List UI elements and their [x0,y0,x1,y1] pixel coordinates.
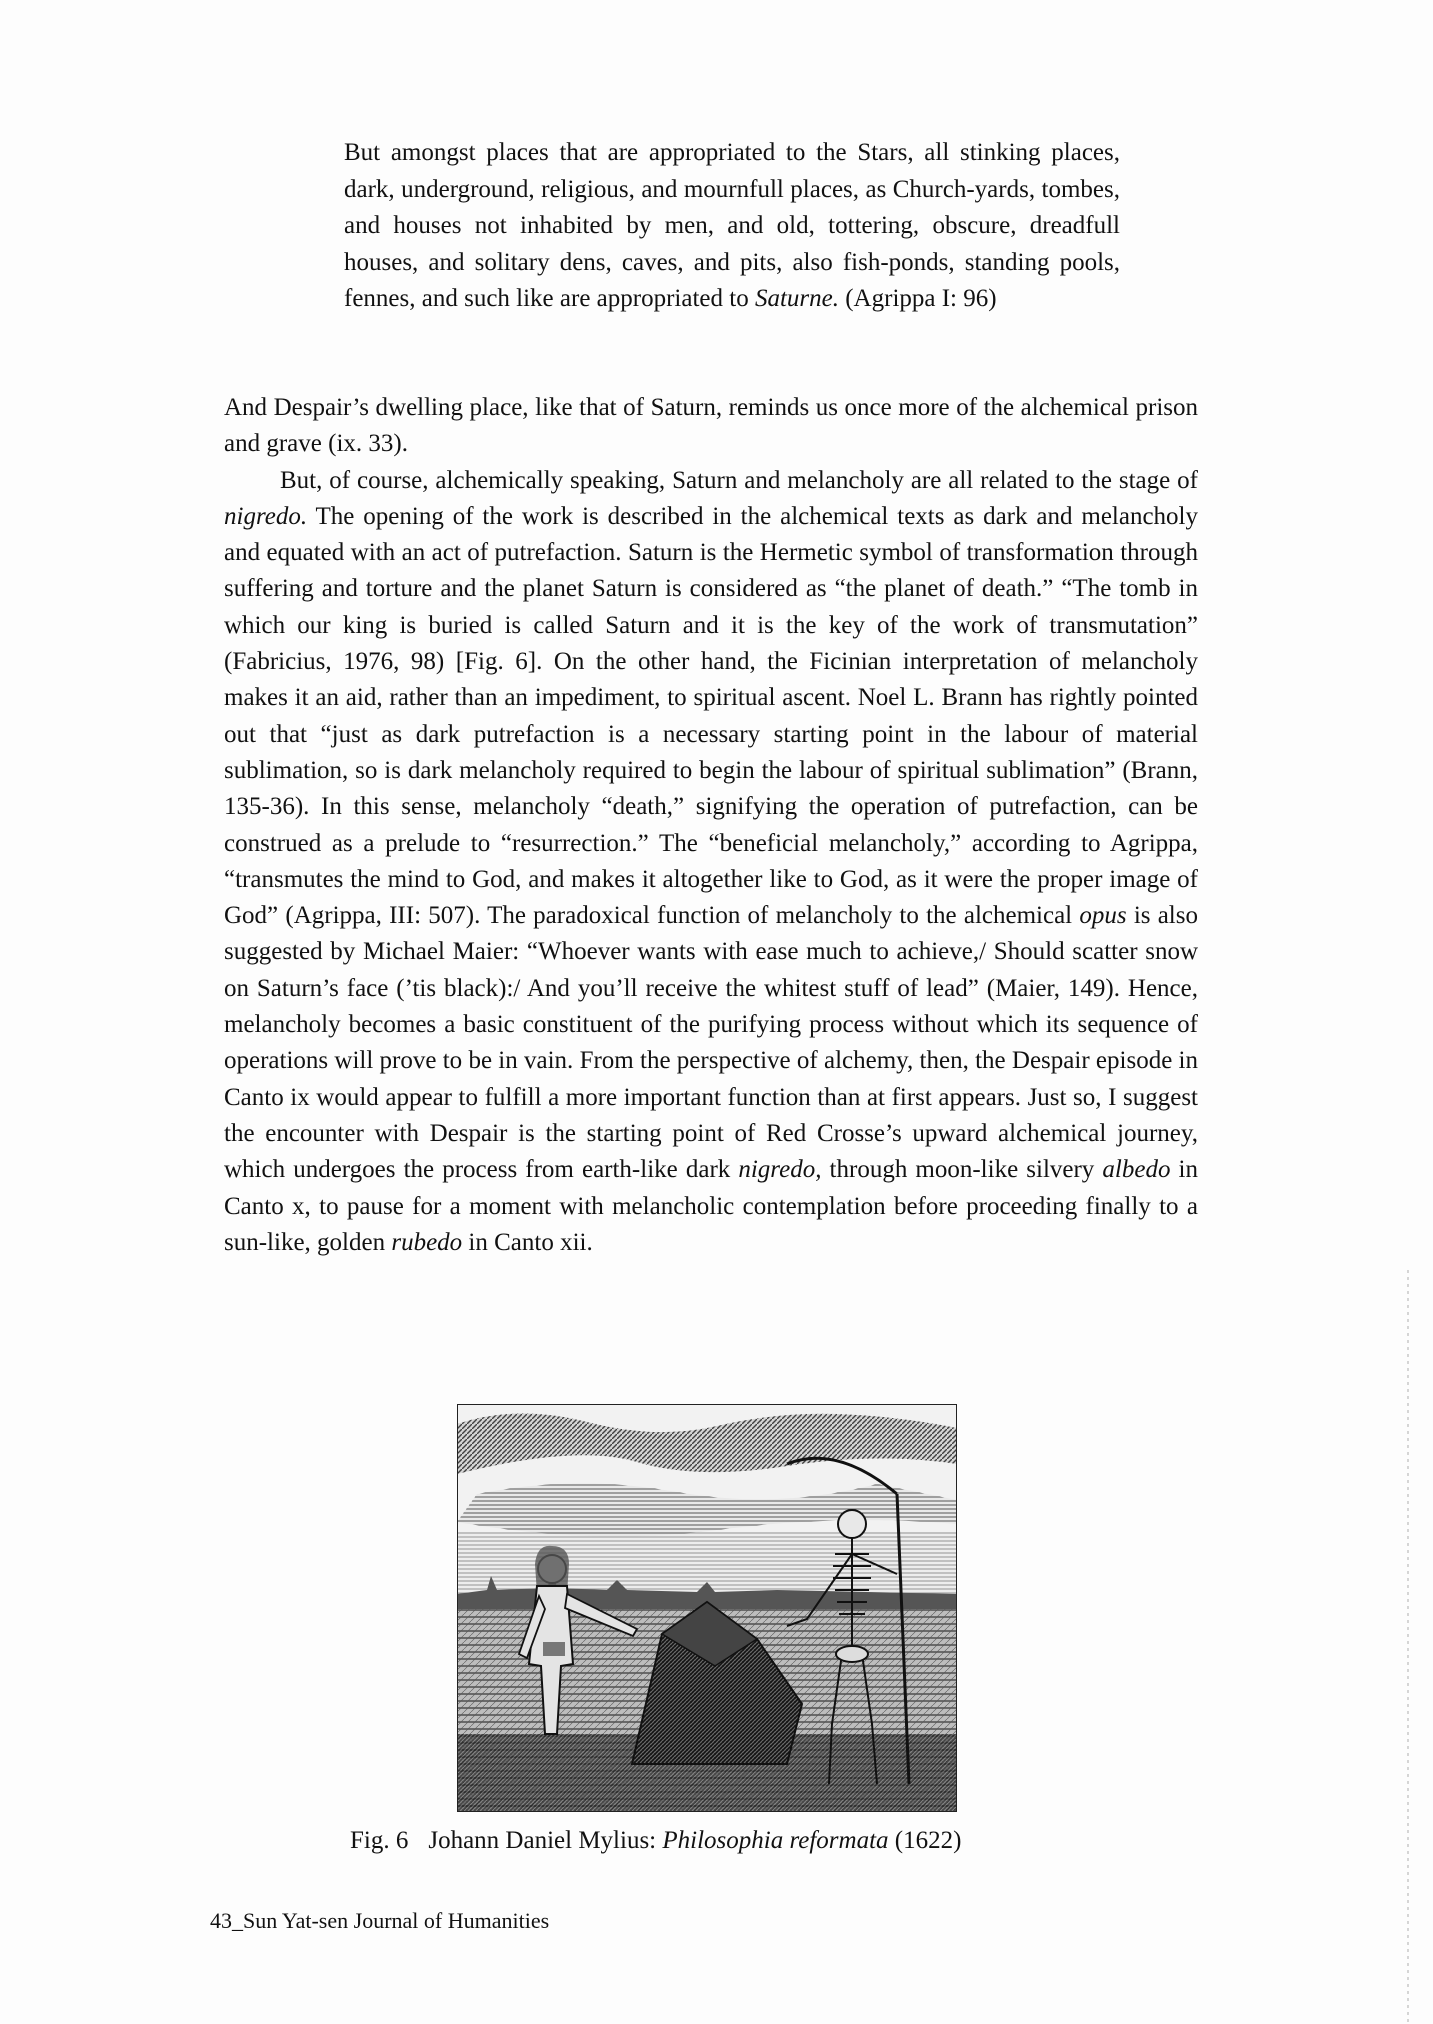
paragraph-2-text: The opening of the work is described in the alchemical texts as dark and melancholy and equated with an act of putrefaction. Saturn is the Hermetic symbol of transformation through suffering and torture and the planet Saturn is considered as “the planet of death.” “The tomb in which our king is buried is called Saturn and it is the key of the work of transmutation” (Fabricius, 1976, 98) [Fig. 6]. On the other hand, the Ficinian interpretation of melancholy makes it an aid, rather than an impediment, to spiritual ascent. Noel L. Brann has rightly pointed out that “just as dark putrefaction is a necessary starting point in the labour of material sublimation, so is dark melancholy required to begin the labour of spiritual sublimation” (Brann, 135-36). In this sense, melancholy “death,” signifying the operation of putrefaction, can be construed as a prelude to “resurrection.” The “beneficial melancholy,” according to Agrippa, “transmutes the mind to God, and makes it altogether like to God, as it were the proper image of God” (Agrippa, III: 507). The paradoxical function of melancholy to the alchemical [224,502,1198,930]
paragraph-2-text: is also suggested by Michael Maier: “Whoever wants with ease much to achieve,/ Should scatter snow on Saturn’s face (’tis black):/ And you’ll receive the whitest stuff of lead” (Maier, 149). Hence, melancholy becomes a basic constituent of the purifying process without which its sequence of operations will prove to be in vain. From the perspective of alchemy, then, the Despair episode in Canto ix would appear to fulfill a more important function than at first appears. Just so, I suggest the encounter with Despair is the starting point of Red Crosse’s upward alchemical journey, which undergoes the process from earth-like dark [224,902,1198,1184]
caption-year: (1622) [888,1827,962,1854]
block-quote [344,135,1120,318]
caption-prefix: Johann Daniel Mylius: [428,1827,663,1854]
italic-nigredo-2: nigredo, [738,1156,822,1184]
paragraph-2-text: But, of course, alchemically speaking, Saturn and melancholy are all related to the stage of [280,466,1198,494]
paragraph-2-text: through moon-like silvery [821,1156,1103,1184]
engraving-image [457,1404,957,1812]
paragraph-2-text: in Canto xii. [462,1228,593,1256]
paragraph-2 [224,463,1198,1262]
scan-edge-artifact [1407,1270,1409,2024]
body-text [224,390,1198,1261]
paragraph-1: And Despair’s dwelling place, like that of Saturn, reminds us once more of the alchemical prison and grave (ix. 33). [224,394,1198,458]
figure-caption [350,1826,1110,1856]
italic-albedo: albedo [1102,1156,1171,1184]
figure-engraving [457,1404,957,1812]
page-footer: 43_Sun Yat-sen Journal of Humanities [210,1908,550,1933]
italic-nigredo: nigredo. [224,502,308,530]
figure-number: Fig. 6 [350,1827,409,1854]
italic-rubedo: rubedo [391,1228,463,1256]
italic-opus: opus [1079,902,1127,930]
caption-title: Philosophia reformata [662,1827,889,1854]
quote-text: But amongst places that are appropriated to the Stars, all stinking places, dark, underground, religious, and mournfull places, as Church-yards, tombes, and houses not inhabited by men, and old, tottering, obscure, dreadfull houses, and solitary dens, caves, and pits, also fish-ponds, standing pools, fennes, and such like are appropriated to [344,139,1120,312]
paragraph-2-text: in Canto x, to pause for a moment with melancholic contemplation before proceeding finally to a sun-like, golden [224,1156,1198,1256]
quote-italic-saturne: Saturne. [754,285,839,312]
quote-citation: (Agrippa I: 96) [838,285,997,312]
